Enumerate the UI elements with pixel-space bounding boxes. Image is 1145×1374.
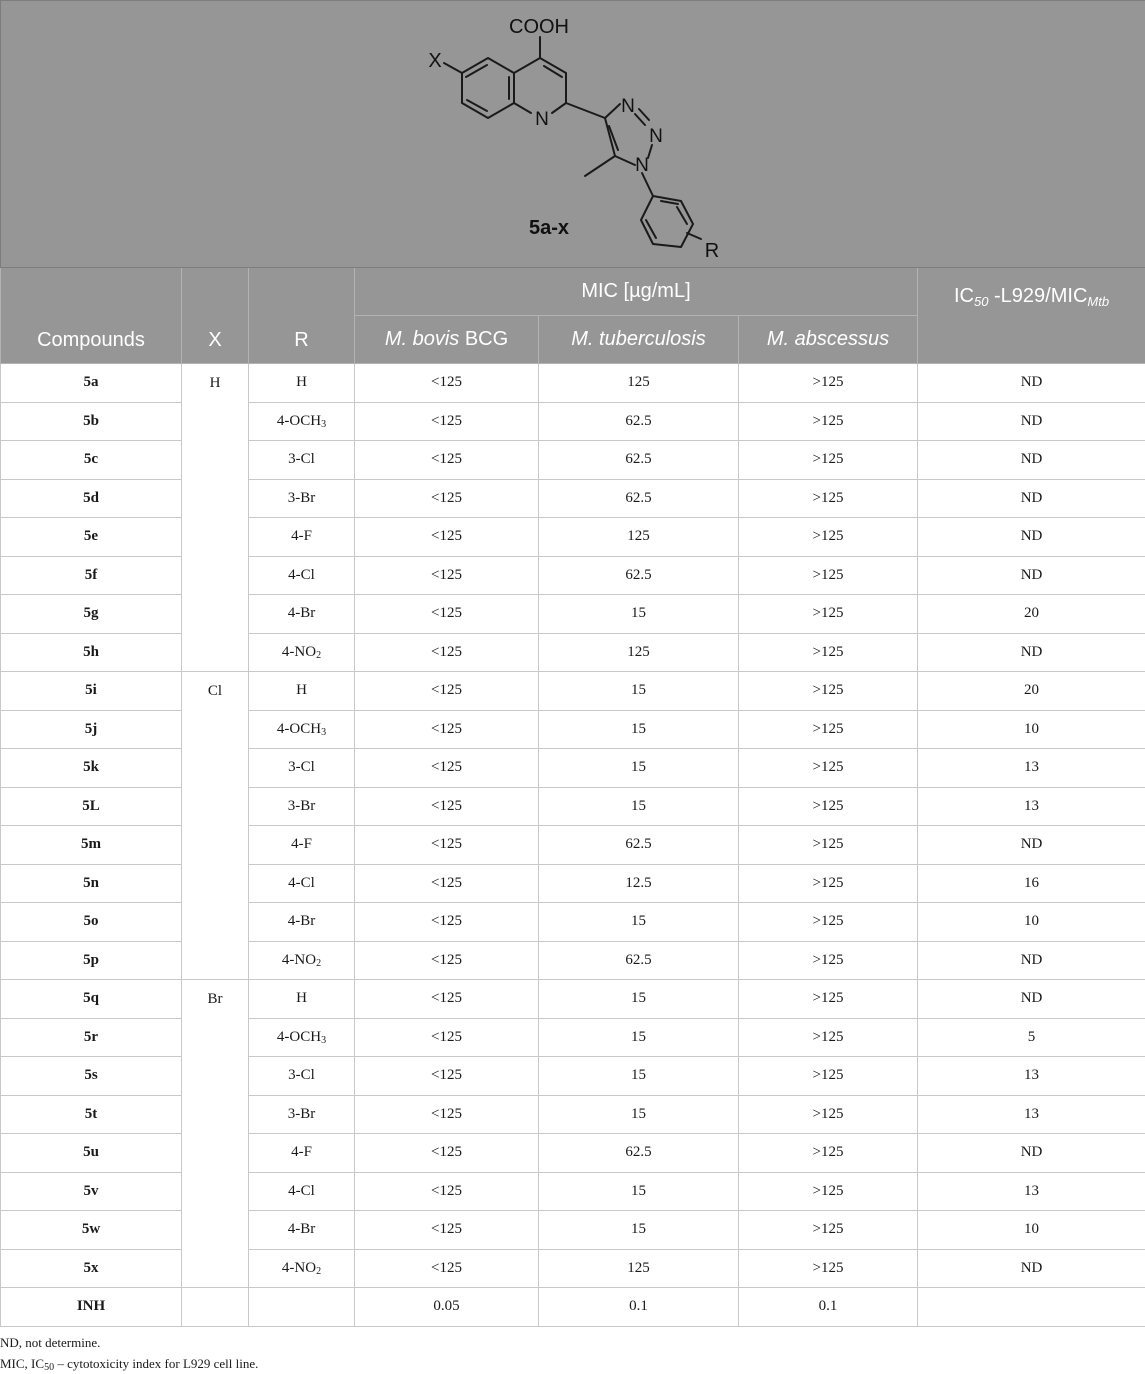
compound-series-label: 5a-x [529,217,569,239]
r-substituent-cell [249,1018,355,1057]
compound-cell: 5o [1,903,182,942]
mic-abscessus-cell: >125 [739,980,918,1019]
mic-bovis-cell: <125 [355,518,539,557]
table-row [1,556,1145,595]
mic-tuberculosis-cell: 15 [539,980,739,1019]
ic50-ratio-cell: ND [918,479,1145,518]
mic-tuberculosis-cell: 15 [539,672,739,711]
mic-bovis-cell: <125 [355,1095,539,1134]
mic-abscessus-cell: >125 [739,864,918,903]
mic-tuberculosis-cell: 15 [539,787,739,826]
r-text: 4-F [291,836,312,852]
ic50-ratio-cell: ND [918,941,1145,980]
mic-tuberculosis-cell: 125 [539,633,739,672]
mic-abscessus-cell: >125 [739,441,918,480]
mic-bovis-cell: <125 [355,595,539,634]
r-text: 4-OCH [277,1029,321,1045]
compound-cell: 5L [1,787,182,826]
compound-cell: 5i [1,672,182,711]
compound-cell: 5n [1,864,182,903]
mic-tuberculosis-cell: 15 [539,1211,739,1250]
ic50-ratio-cell: ND [918,441,1145,480]
r-substituent-cell [249,441,355,480]
mic-abscessus-cell: >125 [739,1057,918,1096]
r-substituent-cell [249,903,355,942]
mic-abscessus-cell: >125 [739,364,918,403]
r-text: 4-OCH [277,413,321,429]
ic50-ratio-cell: ND [918,556,1145,595]
r-substituent-cell [249,556,355,595]
compound-cell: 5x [1,1249,182,1288]
mic-abscessus-cell: >125 [739,556,918,595]
r-text: 4-Br [288,913,316,929]
compound-cell: 5j [1,710,182,749]
r-substituent-cell [249,402,355,441]
triazole-n3-label: N [621,96,635,117]
structure-panel [1,1,1145,268]
mic-bovis-cell: <125 [355,672,539,711]
compound-cell: 5v [1,1172,182,1211]
ic50-ratio-cell: 13 [918,787,1145,826]
table-row [1,941,1145,980]
r-text: 3-Cl [288,759,315,775]
quinoline-n-label: N [535,109,549,130]
x-group-cell: H [182,364,249,672]
r-text: 4-NO [282,952,316,968]
compound-cell: 5u [1,1134,182,1173]
mic-abscessus-cell: >125 [739,672,918,711]
header-m-abscessus: M. abscessus [739,316,918,364]
x-cell-empty [182,1288,249,1327]
r-text: 4-OCH [277,721,321,737]
compound-cell: INH [1,1288,182,1327]
table-row [1,1172,1145,1211]
footnotes [0,1332,1145,1374]
mic-abscessus-cell: >125 [739,710,918,749]
r-substituent-cell [249,980,355,1019]
compound-cell: 5p [1,941,182,980]
table-row [1,826,1145,865]
mic-bovis-cell: <125 [355,980,539,1019]
mic-tuberculosis-cell: 12.5 [539,864,739,903]
table-row [1,518,1145,557]
r-substituent-cell [249,1172,355,1211]
ic50-ratio-cell: 20 [918,595,1145,634]
ic50-ratio-cell: 5 [918,1018,1145,1057]
r-substituent-cell [249,595,355,634]
mic-abscessus-cell: >125 [739,479,918,518]
r-substituent-cell [249,1095,355,1134]
x-group-cell: Br [182,980,249,1288]
table-row [1,1057,1145,1096]
ic50-ratio-cell: ND [918,364,1145,403]
table-row [1,1288,1145,1327]
r-substituent-cell [249,364,355,403]
mic-bovis-cell: <125 [355,826,539,865]
ic50-ratio-cell: 13 [918,1057,1145,1096]
r-text: 4-NO [282,1260,316,1276]
r-text: 4-NO [282,644,316,660]
r-substituent-cell [249,1057,355,1096]
ic50-ratio-cell: ND [918,980,1145,1019]
compound-cell: 5c [1,441,182,480]
r-substituent-cell [249,1249,355,1288]
r-substituent-cell [249,633,355,672]
r-subscript: 3 [321,727,326,738]
compound-cell: 5m [1,826,182,865]
r-text: H [296,990,307,1006]
compound-cell: 5h [1,633,182,672]
compound-cell: 5w [1,1211,182,1250]
r-substituent-cell [249,1134,355,1173]
table-row [1,595,1145,634]
compound-cell: 5s [1,1057,182,1096]
mic-bovis-cell: <125 [355,402,539,441]
table-row [1,749,1145,788]
r-text: 3-Br [288,490,316,506]
mic-bovis-cell: <125 [355,479,539,518]
table-row [1,787,1145,826]
r-substituent-cell [249,941,355,980]
x-substituent-label: X [428,50,441,72]
mic-abscessus-cell: >125 [739,1249,918,1288]
mic-bovis-cell: 0.05 [355,1288,539,1327]
ic50-ratio-cell: ND [918,402,1145,441]
header-compounds: Compounds [1,268,182,364]
header-mic-group: MIC [µg/mL] [355,268,918,316]
compound-cell: 5q [1,980,182,1019]
table-row [1,1134,1145,1173]
table-row [1,980,1145,1019]
r-substituent-cell [249,1211,355,1250]
ic50-ratio-cell: 13 [918,1095,1145,1134]
r-subscript: 3 [321,419,326,430]
ic50-ratio-cell: ND [918,633,1145,672]
mic-tuberculosis-cell: 15 [539,749,739,788]
header-r: R [249,268,355,364]
mic-bovis-cell: <125 [355,1172,539,1211]
header-ic50-ratio: $IC_{50}$ $-L929/MIC_{Mtb}$ [918,268,1145,364]
footnote-mic: MIC, $IC_{50}$ – cytotoxicity index for L929 cell line. [0,1353,1145,1374]
r-substituent-cell [249,826,355,865]
mic-bovis-cell: <125 [355,787,539,826]
mic-bovis-cell: <125 [355,556,539,595]
compound-cell: 5e [1,518,182,557]
mic-tuberculosis-cell: 125 [539,364,739,403]
triazole-n2-label: N [649,126,663,147]
mic-bovis-cell: <125 [355,1249,539,1288]
mic-bovis-cell: <125 [355,1211,539,1250]
mic-abscessus-cell: >125 [739,1134,918,1173]
mic-bovis-cell: <125 [355,441,539,480]
mic-tuberculosis-cell: 15 [539,1057,739,1096]
r-substituent-cell [249,479,355,518]
r-subscript: 3 [321,1035,326,1046]
mic-abscessus-cell: >125 [739,1018,918,1057]
triazole-n1-label: N [635,155,649,176]
mic-abscessus-cell: >125 [739,903,918,942]
mic-abscessus-cell: >125 [739,1211,918,1250]
ic50-ratio-cell: ND [918,518,1145,557]
mic-abscessus-cell: >125 [739,787,918,826]
header-m-tuberculosis: M. tuberculosis [539,316,739,364]
mic-bovis-cell: <125 [355,1134,539,1173]
table-row [1,903,1145,942]
ic50-ratio-cell: 13 [918,1172,1145,1211]
mic-tuberculosis-cell: 62.5 [539,941,739,980]
ic50-ratio-cell: ND [918,1134,1145,1173]
mic-tuberculosis-cell: 15 [539,1095,739,1134]
ic50-ratio-cell: 10 [918,1211,1145,1250]
mic-abscessus-cell: 0.1 [739,1288,918,1327]
table-row [1,402,1145,441]
mic-abscessus-cell: >125 [739,1095,918,1134]
mic-bovis-cell: <125 [355,941,539,980]
compound-cell: 5b [1,402,182,441]
r-text: 4-Cl [288,567,315,583]
mic-tuberculosis-cell: 15 [539,903,739,942]
header-x: X [182,268,249,364]
mic-tuberculosis-cell: 15 [539,1172,739,1211]
table-row [1,479,1145,518]
mic-bovis-cell: <125 [355,710,539,749]
footnote-nd: ND, not determine. [0,1332,1145,1353]
mic-tuberculosis-cell: 62.5 [539,826,739,865]
mic-bovis-cell: <125 [355,1018,539,1057]
ic50-ratio-cell: 16 [918,864,1145,903]
table-row [1,1249,1145,1288]
ic50-ratio-cell [918,1288,1145,1327]
mic-abscessus-cell: >125 [739,518,918,557]
r-text: 3-Cl [288,451,315,467]
r-subscript: 2 [316,650,321,661]
mic-abscessus-cell: >125 [739,595,918,634]
mic-bovis-cell: <125 [355,1057,539,1096]
r-subscript: 2 [316,1266,321,1277]
mic-bovis-cell: <125 [355,364,539,403]
mic-tuberculosis-cell: 62.5 [539,479,739,518]
mic-tuberculosis-cell: 62.5 [539,441,739,480]
ic50-ratio-cell: ND [918,1249,1145,1288]
r-substituent-label: R [705,240,719,262]
mic-tuberculosis-cell: 62.5 [539,402,739,441]
ic50-ratio-cell: 10 [918,710,1145,749]
table-row [1,364,1145,403]
r-substituent-cell [249,710,355,749]
ic50-ratio-cell: 10 [918,903,1145,942]
compound-cell: 5g [1,595,182,634]
r-text: 4-Br [288,605,316,621]
mic-tuberculosis-cell: 0.1 [539,1288,739,1327]
mic-bovis-cell: <125 [355,633,539,672]
table-body [1,364,1145,1327]
mic-tuberculosis-cell: 125 [539,1249,739,1288]
table-row [1,710,1145,749]
r-text: 4-Br [288,1221,316,1237]
table-row [1,672,1145,711]
table-row [1,864,1145,903]
mic-abscessus-cell: >125 [739,749,918,788]
r-text: 3-Br [288,798,316,814]
chemical-structure-image [1,1,1144,267]
compound-cell: 5f [1,556,182,595]
compound-cell: 5k [1,749,182,788]
ic50-ratio-cell: 13 [918,749,1145,788]
r-subscript: 2 [316,958,321,969]
r-text: 4-F [291,528,312,544]
r-substituent-cell [249,787,355,826]
r-text: 3-Cl [288,1067,315,1083]
mic-abscessus-cell: >125 [739,633,918,672]
r-substituent-cell [249,518,355,557]
ic50-ratio-cell: ND [918,826,1145,865]
compound-cell: 5t [1,1095,182,1134]
compound-cell: 5d [1,479,182,518]
mic-abscessus-cell: >125 [739,826,918,865]
mic-abscessus-cell: >125 [739,402,918,441]
r-substituent-cell [249,749,355,788]
mic-tuberculosis-cell: 15 [539,1018,739,1057]
r-text: 3-Br [288,1106,316,1122]
table-row [1,1095,1145,1134]
compound-cell: 5r [1,1018,182,1057]
ic50-ratio-cell: 20 [918,672,1145,711]
x-group-cell: Cl [182,672,249,980]
mic-abscessus-cell: >125 [739,941,918,980]
r-text: 4-Cl [288,875,315,891]
mic-tuberculosis-cell: 62.5 [539,1134,739,1173]
mic-bovis-cell: <125 [355,749,539,788]
mic-tuberculosis-cell: 125 [539,518,739,557]
r-substituent-cell [249,672,355,711]
mic-tuberculosis-cell: 62.5 [539,556,739,595]
r-substituent-cell [249,1288,355,1327]
mic-bovis-cell: <125 [355,864,539,903]
r-text: 4-F [291,1144,312,1160]
table-row [1,441,1145,480]
mic-tuberculosis-cell: 15 [539,595,739,634]
mic-bovis-cell: <125 [355,903,539,942]
cooh-label: COOH [509,16,569,38]
table-row [1,1018,1145,1057]
table-row [1,633,1145,672]
r-text: 4-Cl [288,1183,315,1199]
table-row [1,1211,1145,1250]
mic-abscessus-cell: >125 [739,1172,918,1211]
r-text: H [296,374,307,390]
compound-cell: 5a [1,364,182,403]
r-substituent-cell [249,864,355,903]
header-m-bovis: M. bovis BCG [355,316,539,364]
mic-tuberculosis-cell: 15 [539,710,739,749]
r-text: H [296,682,307,698]
